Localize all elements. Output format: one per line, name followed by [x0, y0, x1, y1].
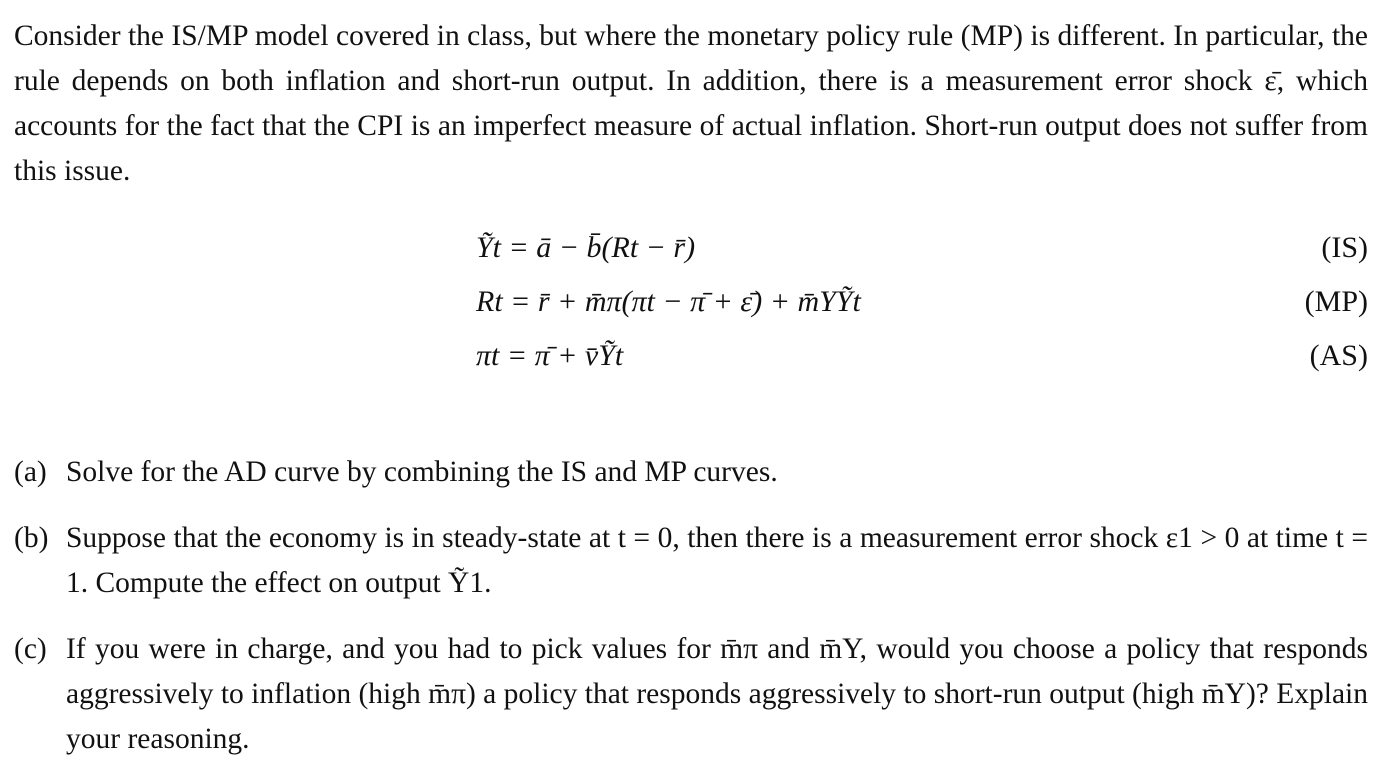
question-b-label: (b)	[14, 522, 49, 554]
equation-as	[14, 334, 1368, 378]
problem-page	[14, 14, 1368, 783]
equation-is-tag: (IS)	[1321, 231, 1368, 264]
question-a-label: (a)	[14, 456, 47, 488]
equation-block	[14, 226, 1368, 396]
equation-is-expression: Ỹt = ā − b̄(Rt − r̄)	[476, 231, 696, 264]
question-a-text: Solve for the AD curve by combining the IS and MP curves.	[66, 456, 778, 488]
question-list	[14, 450, 1368, 762]
equation-is	[14, 226, 1368, 270]
question-a	[14, 450, 1368, 495]
equation-as-expression: πt = π̄ + v̄Ỹt	[476, 339, 624, 372]
equation-mp-expression: Rt = r̄ + m̄π(πt − π̄ + ε̄) + m̄YỸt	[476, 285, 861, 318]
equation-mp	[14, 280, 1368, 324]
question-b	[14, 516, 1368, 606]
equation-as-tag: (AS)	[1309, 339, 1368, 372]
question-b-text: Suppose that the economy is in steady-state at t = 0, then there is a measurement error shock ε1 > 0 at time t = 1. Compute the effect on output Ỹ1.	[66, 522, 1368, 599]
question-c-label: (c)	[14, 633, 47, 665]
intro-paragraph: Consider the IS/MP model covered in class, but where the monetary policy rule (MP) is different. In particular, the rule depends on both inflation and short-run output. In addition, there is a measurement error shock ε̄, which accounts for the fact that the CPI is an imperfect measure of actual inflation. Short-run output does not suffer from this issue.	[14, 20, 1368, 187]
question-c-text: If you were in charge, and you had to pick values for m̄π and m̄Y, would you choose a policy that responds aggressively to inflation (high m̄π) a policy that responds aggressively to short-run output (high m̄Y)? Explain your reasoning.	[66, 633, 1368, 755]
equation-mp-tag: (MP)	[1304, 285, 1368, 318]
